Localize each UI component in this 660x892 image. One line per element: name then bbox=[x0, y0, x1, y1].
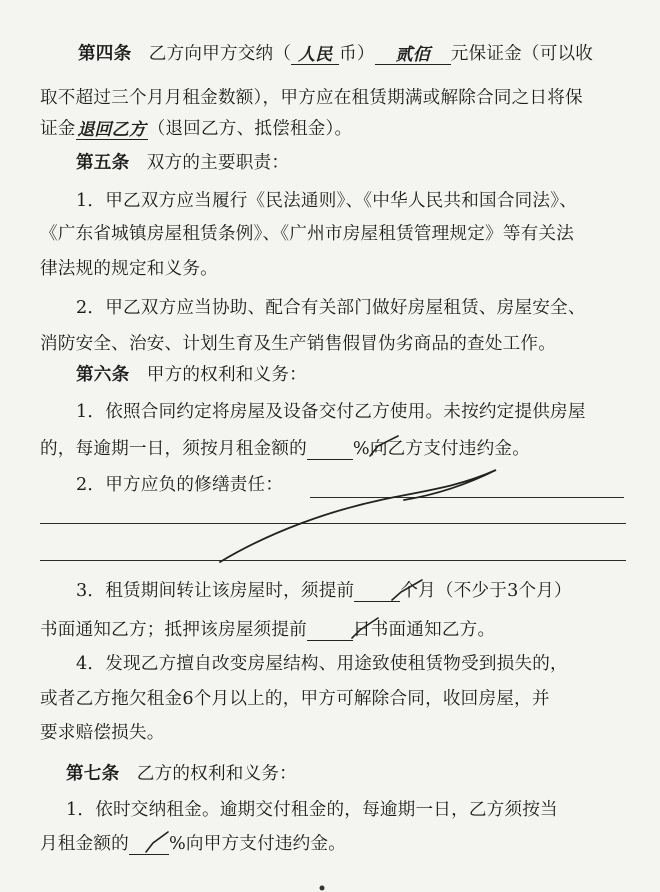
text: %向甲方支付违约金。 bbox=[168, 834, 347, 854]
article-6-p4-line-3: 要求赔偿损失。 bbox=[40, 723, 165, 743]
handwritten-amount: 贰佰 bbox=[395, 45, 430, 65]
article-6-p4-line-2: 或者乙方拖欠租金6个月以上的，甲方可解除合同，收回房屋，并 bbox=[40, 689, 550, 709]
text: 月租金额的 bbox=[40, 834, 129, 854]
article-7-title: 乙方的权利和义务： bbox=[136, 764, 297, 784]
article-6-p4-line-1: 4．发现乙方擅自改变房屋结构、用途致使租赁物受到损失的， bbox=[76, 654, 568, 674]
text: 元保证金（可以收 bbox=[450, 44, 594, 64]
article-6-p1-line-1: 1．依照合同约定将房屋及设备交付乙方使用。未按约定提供房屋 bbox=[76, 402, 586, 422]
text: 证金 bbox=[40, 119, 76, 139]
text: 书面通知乙方；抵押该房屋须提前 bbox=[40, 620, 307, 640]
article-6-title: 甲方的权利和义务： bbox=[146, 365, 307, 385]
article-5-title: 双方的主要职责： bbox=[146, 153, 290, 173]
text: 乙方向甲方交纳（ bbox=[148, 44, 292, 64]
article-4-heading: 第四条 bbox=[78, 44, 132, 64]
article-7-p1-line-1: 1．依时交纳租金。逾期交付租金的，每逾期一日，乙方须按当 bbox=[66, 800, 558, 820]
handwritten-refund: 退回乙方 bbox=[77, 120, 146, 140]
slash-mark-transfer-months bbox=[392, 580, 422, 600]
handwritten-currency: 人民 bbox=[297, 45, 333, 65]
article-6-p2-line: 2．甲方应负的修缮责任： bbox=[76, 475, 284, 495]
article-6-heading: 第六条 bbox=[76, 365, 130, 385]
text: 3．租赁期间转让该房屋时，须提前 bbox=[76, 581, 355, 601]
slash-mark-tenant-rate bbox=[146, 832, 168, 852]
article-5-p2-line-2: 消防安全、治安、计划生育及生产销售假冒伪劣商品的查处工作。 bbox=[40, 334, 557, 354]
text: 币） bbox=[339, 44, 375, 64]
text: 个月（不少于3个月） bbox=[400, 581, 572, 601]
text: 的，每逾期一日，须按月租金额的 bbox=[40, 439, 307, 459]
page-mark bbox=[320, 886, 325, 891]
slash-mark-penalty-rate bbox=[370, 436, 398, 456]
article-5-p1-line-2: 《广东省城镇房屋租赁条例》、《广州市房屋租赁管理规定》等有关法 bbox=[40, 224, 575, 244]
article-5-heading: 第五条 bbox=[76, 153, 130, 173]
slash-mark-mortgage-days bbox=[352, 618, 378, 638]
article-7-heading: 第七条 bbox=[66, 764, 120, 784]
article-5-p2-line-1: 2．甲乙双方应当协助、配合有关部门做好房屋租赁、房屋安全、 bbox=[76, 298, 586, 318]
article-4-line-2: 取不超过三个月月租金数额），甲方应在租赁期满或解除合同之日将保 bbox=[40, 88, 583, 108]
text: %向乙方支付违约金。 bbox=[352, 439, 530, 459]
text: 日书面通知乙方。 bbox=[352, 620, 496, 640]
text: （退回乙方、抵偿租金）。 bbox=[147, 119, 353, 139]
article-5-p1-line-3: 律法规的规定和义务。 bbox=[40, 259, 218, 279]
article-5-p1-line-1: 1．甲乙双方应当履行《民法通则》、《中华人民共和国合同法》、 bbox=[76, 191, 578, 211]
strike-through-mark bbox=[220, 470, 496, 562]
